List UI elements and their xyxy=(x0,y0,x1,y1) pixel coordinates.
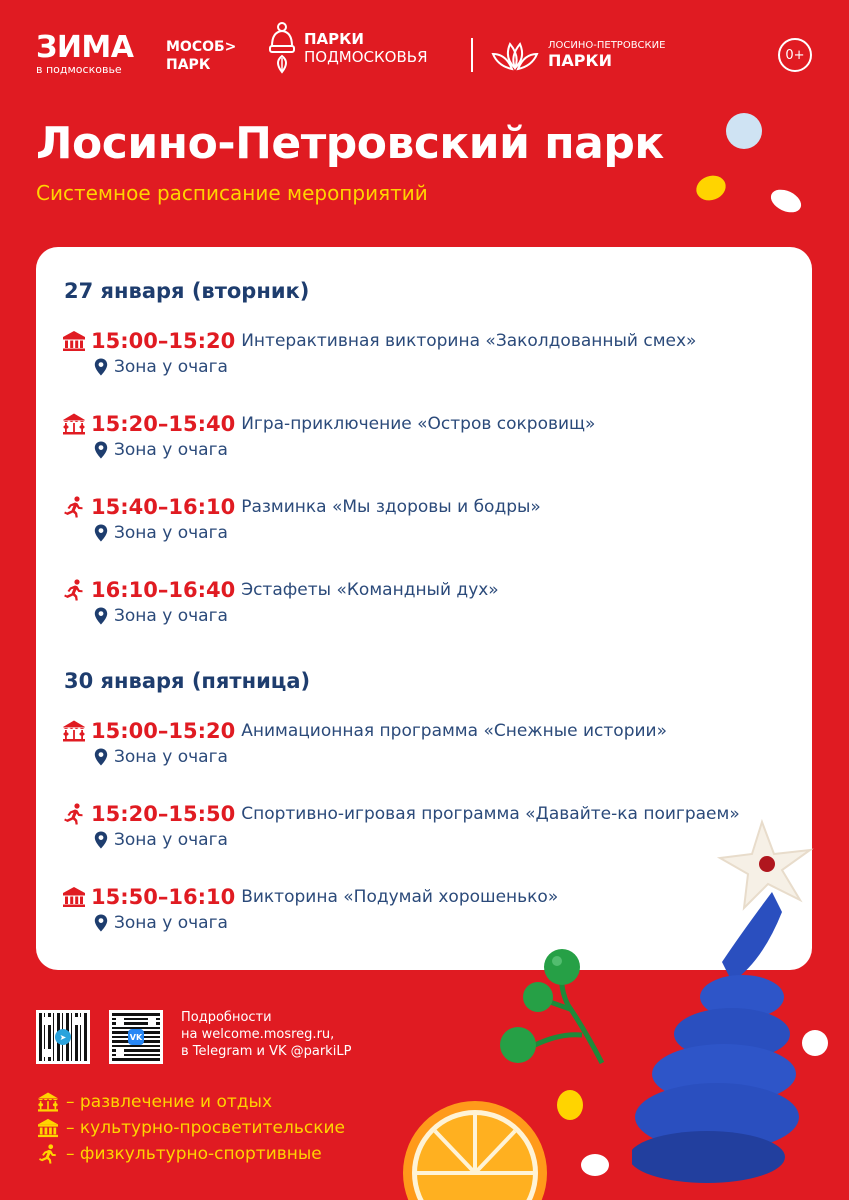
event-location: Зона у очага xyxy=(114,523,228,543)
location-pin-icon xyxy=(94,358,108,376)
more-info-text xyxy=(181,1009,351,1060)
lp-logo-line2: ПАРКИ xyxy=(548,51,612,70)
runner-icon xyxy=(36,1144,60,1164)
event-location: Зона у очага xyxy=(114,747,228,767)
day-heading: 27 января (вторник) xyxy=(64,279,310,303)
event-item xyxy=(62,884,558,934)
event-time: 15:20–15:50 xyxy=(91,802,236,826)
qr-code-vk[interactable] xyxy=(109,1010,163,1064)
telegram-icon: ➤ xyxy=(55,1029,71,1045)
museum-icon xyxy=(62,886,86,908)
location-pin-icon xyxy=(94,524,108,542)
runner-icon xyxy=(62,803,86,825)
event-location: Зона у очага xyxy=(114,830,228,850)
event-name: Интерактивная викторина «Заколдованный смех» xyxy=(241,331,697,351)
parks-podmoskovya-logo xyxy=(268,22,428,74)
christmas-tree-decoration xyxy=(632,812,842,1192)
event-name: Анимационная программа «Снежные истории» xyxy=(241,721,667,741)
zima-logo-sub: в подмосковье xyxy=(36,63,122,76)
day-heading: 30 января (пятница) xyxy=(64,669,311,693)
losino-petrovskie-parks-logo xyxy=(490,38,665,72)
mosoblpark-logo-line1: МОСОБ> xyxy=(166,39,237,55)
event-item xyxy=(62,328,696,378)
event-name: Спортивно-игровая программа «Давайте-ка поиграем» xyxy=(241,804,740,824)
age-rating-badge: 0+ xyxy=(778,38,812,72)
event-item xyxy=(62,411,595,461)
vk-icon: VK xyxy=(128,1029,144,1045)
location-pin-icon xyxy=(94,607,108,625)
event-name: Разминка «Мы здоровы и бодры» xyxy=(241,497,541,517)
legend-text: – развлечение и отдых xyxy=(66,1092,273,1112)
page-title: Лосино-Петровский парк xyxy=(36,118,664,169)
event-location: Зона у очага xyxy=(114,440,228,460)
icon-legend xyxy=(36,1089,345,1167)
carousel-icon xyxy=(36,1092,60,1112)
decorative-dots xyxy=(690,105,810,220)
event-name: Игра-приключение «Остров сокровищ» xyxy=(241,414,596,434)
legend-row xyxy=(36,1115,345,1141)
lp-logo-line1: ЛОСИНО-ПЕТРОВСКИЕ xyxy=(548,40,666,51)
carousel-icon xyxy=(62,720,86,742)
legend-text: – культурно-просветительские xyxy=(66,1118,345,1138)
event-time: 15:40–16:10 xyxy=(91,495,236,519)
more-info-line: в Telegram и VK @parkiLP xyxy=(181,1044,352,1059)
event-time: 15:00–15:20 xyxy=(91,719,236,743)
mosoblpark-logo-line2: ПАРК xyxy=(166,57,211,73)
mosoblpark-logo xyxy=(166,38,236,74)
event-name: Эстафеты «Командный дух» xyxy=(241,580,499,600)
event-location: Зона у очага xyxy=(114,913,228,933)
legend-row xyxy=(36,1141,345,1167)
location-pin-icon xyxy=(94,914,108,932)
logo-divider xyxy=(471,38,473,72)
parks-logo-line1: ПАРКИ xyxy=(304,30,364,48)
runner-icon xyxy=(62,579,86,601)
carousel-icon xyxy=(62,413,86,435)
event-item xyxy=(62,718,667,768)
qr-code-telegram[interactable] xyxy=(36,1010,90,1064)
event-time: 15:00–15:20 xyxy=(91,329,236,353)
page-subtitle: Системное расписание мероприятий xyxy=(36,181,428,205)
location-pin-icon xyxy=(94,748,108,766)
parks-logo-line2: ПОДМОСКОВЬЯ xyxy=(304,48,428,66)
event-name: Викторина «Подумай хорошенько» xyxy=(241,887,559,907)
event-time: 16:10–16:40 xyxy=(91,578,236,602)
zima-logo-word: ЗИМА xyxy=(36,30,134,65)
orange-slice-decoration xyxy=(400,1098,550,1200)
runner-icon xyxy=(62,496,86,518)
location-pin-icon xyxy=(94,831,108,849)
event-item xyxy=(62,577,499,627)
leaves-icon xyxy=(490,38,540,72)
event-item xyxy=(62,494,541,544)
museum-icon xyxy=(36,1118,60,1138)
museum-icon xyxy=(62,330,86,352)
event-location: Зона у очага xyxy=(114,606,228,626)
legend-text: – физкультурно-спортивные xyxy=(66,1144,322,1164)
legend-row xyxy=(36,1089,345,1115)
more-info-line: Подробности xyxy=(181,1010,272,1025)
event-location: Зона у очага xyxy=(114,357,228,377)
event-time: 15:20–15:40 xyxy=(91,412,236,436)
hat-leaf-icon xyxy=(268,22,296,74)
more-info-line: на welcome.mosreg.ru, xyxy=(181,1027,335,1042)
zima-logo xyxy=(36,30,134,76)
event-time: 15:50–16:10 xyxy=(91,885,236,909)
location-pin-icon xyxy=(94,441,108,459)
